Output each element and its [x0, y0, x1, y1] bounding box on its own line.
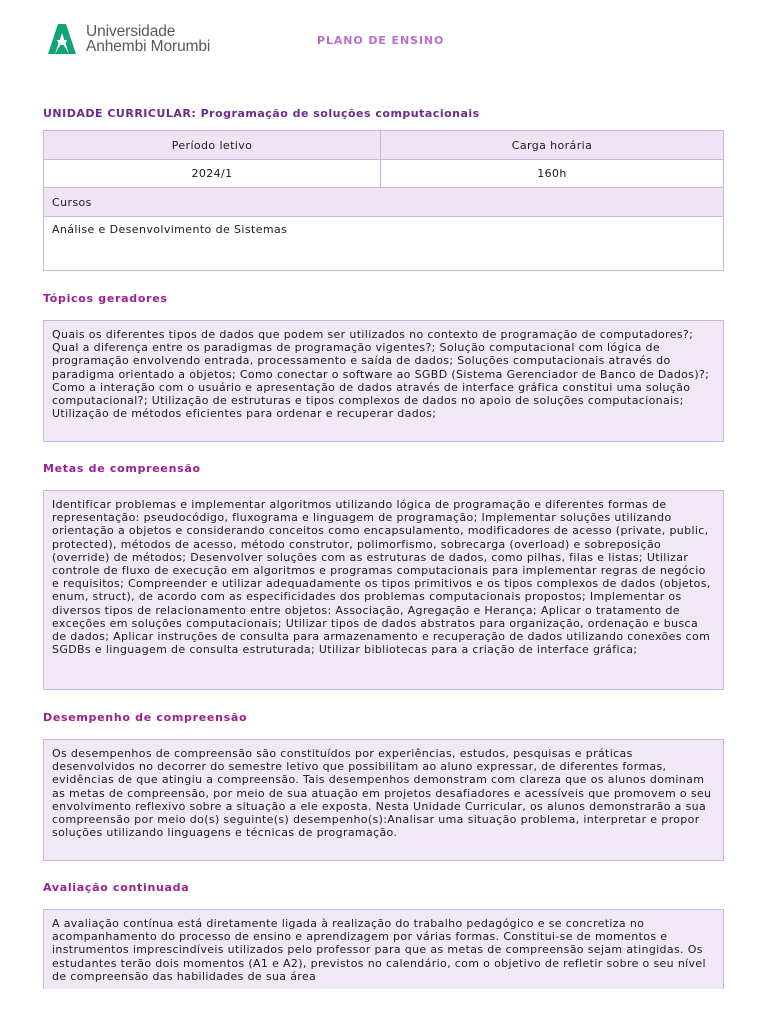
document-title: PLANO DE ENSINO	[317, 34, 445, 47]
cursos-value: Análise e Desenvolvimento de Sistemas	[44, 217, 724, 271]
university-logo-icon	[48, 24, 76, 54]
university-logo	[48, 24, 210, 54]
carga-value: 160h	[381, 160, 724, 188]
carga-label: Carga horária	[381, 131, 724, 160]
logo-line2: Anhembi Morumbi	[86, 38, 211, 55]
cursos-label: Cursos	[44, 188, 724, 217]
metas-title: Metas de compreensão	[43, 462, 201, 475]
periodo-label: Período letivo	[44, 131, 381, 160]
desempenho-title: Desempenho de compreensão	[43, 711, 248, 724]
logo-line1: Universidade	[86, 23, 176, 40]
avaliacao-box: A avaliação contínua está diretamente ligada à realização do trabalho pedagógico e se concretiza no acompanhamento do processo de ensino e aprendizagem por várias formas. Constitui-se de momentos e instrumentos imprescindíveis utilizados pelo professor para que as metas de compreensão sejam atingidas. Os estudantes terão dois momentos (A1 e A2), previstos no calendário, com o objetivo de refletir sobre o seu nível de compreensão das habilidades de sua área	[43, 909, 724, 989]
desempenho-box: Os desempenhos de compreensão são constituídos por experiências, estudos, pesquisas e práticas desenvolvidos no decorrer do semestre letivo que possibilitam ao aluno expressar, de diferentes formas, evidências de que atingiu a compreensão. Tais desempenhos demonstram com clareza que os alunos dominam as metas de compreensão, por meio de sua atuação em projetos desafiadores e acessíveis que promovem o seu envolvimento reflexivo sobre a situação a ele exposta. Nesta Unidade Curricular, os alunos demonstrarão a sua compreensão por meio do(s) seguinte(s) desempenho(s):Analisar uma situação problema, interpretar e propor soluções utilizando linguagens e técnicas de programação.	[43, 739, 724, 861]
topicos-title: Tópicos geradores	[43, 292, 168, 305]
metas-box: Identificar problemas e implementar algoritmos utilizando lógica de programação e diferentes formas de representação: pseudocódigo, fluxograma e linguagem de programação; Implementar soluções utilizando orientação a objetos e considerando conceitos como encapsulamento, modificadores de acesso (private, public, protected), métodos de acesso, método construtor, polimorfismo, sobrecarga (overload) e sobreposição (override) de métodos; Desenvolver soluções com as estruturas de dados, como pilhas, filas e listas; Utilizar controle de fluxo de execução em algoritmos e programas computacionais para implementar regras de negócio e requisitos; Compreender e utilizar adequadamente os tipos primitivos e os tipos complexos de dados (objetos, enum, struct), de acordo com as especificidades dos problemas computacionais propostos; Implementar os diversos tipos de relacionamento entre objetos: Associação, Agregação e Herança; Aplicar o tratamento de exceções em soluções computacionais; Utilizar tipos de dados abstratos para organização, ordenação e busca de dados; Aplicar instruções de consulta para armazenamento e recuperação de dados utilizando conexões com SGDBs e linguagem de consulta estruturada; Utilizar bibliotecas para a criação de interface gráfica;	[43, 490, 724, 690]
periodo-value: 2024/1	[44, 160, 381, 188]
page-header	[0, 0, 768, 80]
course-info-table	[43, 130, 724, 271]
unidade-curricular-title: UNIDADE CURRICULAR: Programação de soluções computacionais	[43, 107, 480, 120]
topicos-box: Quais os diferentes tipos de dados que podem ser utilizados no contexto de programação de computadores?; Qual a diferença entre os paradigmas de programação vigentes?; Solução computacional com lógica de programação envolvendo entrada, processamento e saída de dados; Soluções computacionais através do paradigma orientado a objetos; Como conectar o software ao SGBD (Sistema Gerenciador de Banco de Dados)?; Como a interação com o usuário e apresentação de dados através de interface gráfica constitui uma solução computacional?; Utilização de estruturas e tipos complexos de dados no apoio de soluções computacionais; Utilização de métodos eficientes para ordenar e recuperar dados;	[43, 320, 724, 442]
avaliacao-title: Avaliação continuada	[43, 881, 190, 894]
